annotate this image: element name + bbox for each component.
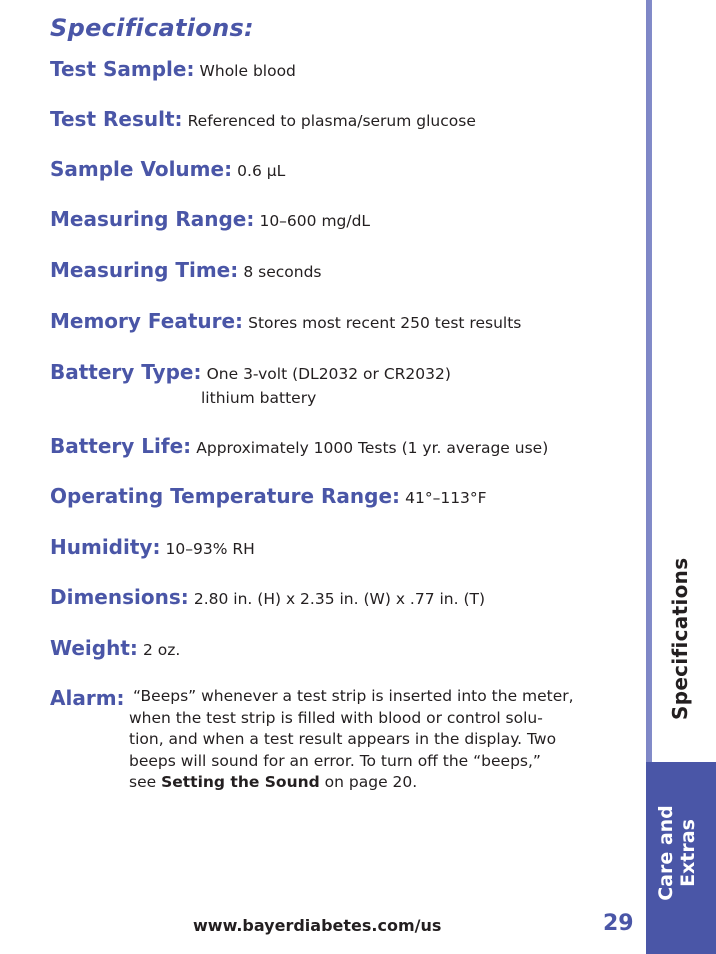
spec-battery-life xyxy=(50,434,548,458)
spec-label: Weight: xyxy=(50,636,138,660)
spec-label: Battery Type: xyxy=(50,360,202,384)
alarm-line: when the test strip is filled with blood or control solu- xyxy=(129,708,543,727)
spec-label: Humidity: xyxy=(50,535,161,559)
spec-measuring-time xyxy=(50,258,322,282)
page-number: 29 xyxy=(603,911,634,936)
spec-label: Measuring Range: xyxy=(50,207,255,231)
spec-alarm-text xyxy=(129,686,619,794)
spec-operating-temperature xyxy=(50,484,487,508)
spec-label: Sample Volume: xyxy=(50,157,233,181)
spec-value: 10–93% RH xyxy=(165,540,255,558)
spec-label: Measuring Time: xyxy=(50,258,239,282)
spec-value: One 3-volt (DL2032 or CR2032) xyxy=(206,365,451,383)
spec-humidity xyxy=(50,535,255,559)
spec-label: Operating Temperature Range: xyxy=(50,484,401,508)
alarm-line: beeps will sound for an error. To turn off the “beeps,” xyxy=(129,751,541,770)
alarm-line xyxy=(129,772,619,794)
spec-label: Memory Feature: xyxy=(50,309,244,333)
spec-label: Test Result: xyxy=(50,107,183,131)
alarm-text-post: on page 20. xyxy=(319,773,418,791)
spec-test-sample xyxy=(50,57,296,81)
alarm-line: tion, and when a test result appears in the display. Two xyxy=(129,730,557,748)
spec-label: Test Sample: xyxy=(50,57,195,81)
alarm-text-pre: see xyxy=(129,773,162,791)
spec-value: 2 oz. xyxy=(142,641,181,659)
spec-alarm-label-row xyxy=(50,686,125,710)
spec-value: Stores most recent 250 test results xyxy=(248,314,522,332)
spec-value: Whole blood xyxy=(199,62,296,80)
spec-value: 0.6 µL xyxy=(237,162,286,180)
spec-test-result xyxy=(50,107,476,131)
page-heading: Specifications: xyxy=(50,14,254,42)
chapter-line: Extras xyxy=(677,819,699,887)
spec-value: Approximately 1000 Tests (1 yr. average use) xyxy=(196,439,549,457)
spec-weight xyxy=(50,636,180,660)
spec-label: Dimensions: xyxy=(50,585,189,609)
spec-dimensions xyxy=(50,585,485,609)
chapter-line: Care and xyxy=(655,805,677,901)
footer-url: www.bayerdiabetes.com/us xyxy=(193,916,442,935)
spec-label: Battery Life: xyxy=(50,434,192,458)
spec-sample-volume xyxy=(50,157,285,181)
spec-value: 10–600 mg/dL xyxy=(259,212,371,230)
setting-the-sound-reference: Setting the Sound xyxy=(161,773,320,791)
side-tab-section-label: Specifications xyxy=(668,557,692,720)
spec-memory-feature xyxy=(50,309,521,333)
spec-label: Alarm: xyxy=(50,686,125,710)
spec-value: 2.80 in. (H) x 2.35 in. (W) x .77 in. (T) xyxy=(193,590,486,608)
spec-battery-type-line2: lithium battery xyxy=(201,389,317,407)
alarm-line: “Beeps” whenever a test strip is inserted into the meter, xyxy=(133,687,574,705)
spec-value: 8 seconds xyxy=(243,263,322,281)
spec-battery-type xyxy=(50,360,451,384)
side-tab-chapter-label xyxy=(655,798,699,908)
spec-value: Referenced to plasma/serum glucose xyxy=(187,112,476,130)
spec-measuring-range xyxy=(50,207,370,231)
spec-value: 41°–113°F xyxy=(405,489,487,507)
